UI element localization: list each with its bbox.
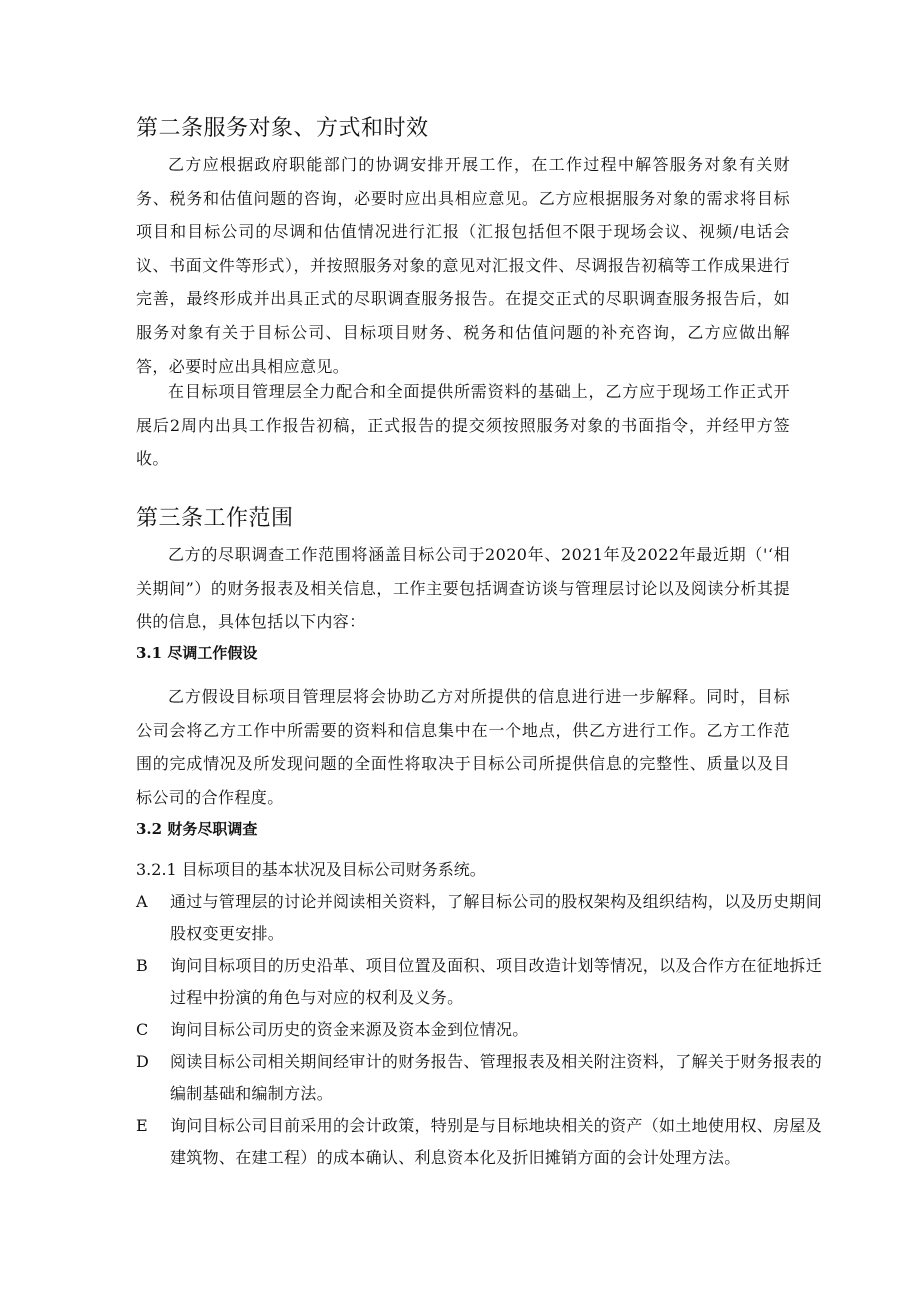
list-item-label: C <box>136 1020 149 1039</box>
list-item-label: D <box>136 1052 150 1071</box>
section-3-heading: 第三条工作范围 <box>136 506 294 531</box>
list-item-text: 阅读目标公司相关期间经审计的财务报告、管理报表及相关附注资料，了解关于财务报表的编制基础和编制方法。 <box>170 1052 823 1103</box>
item-3-2-1-title: 3.2.1 目标项目的基本状况及目标公司财务系统。 <box>136 860 486 879</box>
list-item-e <box>136 1110 824 1174</box>
list-item-label: E <box>136 1116 148 1135</box>
list-item-a <box>136 886 824 950</box>
list-item-label: B <box>136 956 149 975</box>
section-3-intro: 乙方的尽职调查工作范围将涵盖目标公司于2020年、2021年及2022年最近期（'‘相关期间”）的财务报表及相关信息，工作主要包括调查访谈与管理层讨论以及阅读分析其提供的信息，具体包括以下内容： <box>136 545 790 632</box>
subsection-3-1-paragraph: 乙方假设目标项目管理层将会协助乙方对所提供的信息进行进一步解释。同时，目标公司会将乙方工作中所需要的资料和信息集中在一个地点，供乙方进行工作。乙方工作范围的完成情况及所发现问题的全面性将取决于目标公司所提供信息的完整性、质量以及目标公司的合作程度。 <box>136 687 790 807</box>
subsection-3-1-heading: 3.1 尽调工作假设 <box>136 644 258 662</box>
section-2-paragraph-1: 乙方应根据政府职能部门的协调安排开展工作，在工作过程中解答服务对象有关财务、税务和估值问题的咨询，必要时应出具相应意见。乙方应根据服务对象的需求将目标项目和目标公司的尽调和估值情况进行汇报（汇报包括但不限于现场会议、视频/电话会议、书面文件等形式），并按照服务对象的意见对汇报文件、尽调报告初稿等工作成果进行完善，最终形成并出具正式的尽职调查服务报告。在提交正式的尽职调查服务报告后，如服务对象有关于目标公司、目标项目财务、税务和估值问题的补充咨询，乙方应做出解答，必要时应出具相应意见。 <box>136 155 790 376</box>
list-item-label: A <box>136 892 148 911</box>
section-2-heading: 第二条服务对象、方式和时效 <box>136 116 429 141</box>
list-item-b <box>136 950 824 1014</box>
list-item-text: 通过与管理层的讨论并阅读相关资料，了解目标公司的股权架构及组织结构，以及历史期间股权变更安排。 <box>170 892 823 943</box>
list-item-text: 询问目标项目的历史沿革、项目位置及面积、项目改造计划等情况，以及合作方在征地拆迁过程中扮演的角色与对应的权利及义务。 <box>170 956 823 1007</box>
list-item-c <box>136 1014 824 1046</box>
list-item-text: 询问目标公司历史的资金来源及资本金到位情况。 <box>170 1020 529 1039</box>
list-item-text: 询问目标公司目前采用的会计政策，特别是与目标地块相关的资产（如土地使用权、房屋及建筑物、在建工程）的成本确认、利息资本化及折旧摊销方面的会计处理方法。 <box>170 1116 823 1167</box>
section-2-paragraph-2: 在目标项目管理层全力配合和全面提供所需资料的基础上，乙方应于现场工作正式开展后2周内出具工作报告初稿，正式报告的提交须按照服务对象的书面指令，并经甲方签收。 <box>136 382 790 469</box>
list-item-d <box>136 1046 824 1110</box>
subsection-3-2-heading: 3.2 财务尽职调查 <box>136 820 258 838</box>
